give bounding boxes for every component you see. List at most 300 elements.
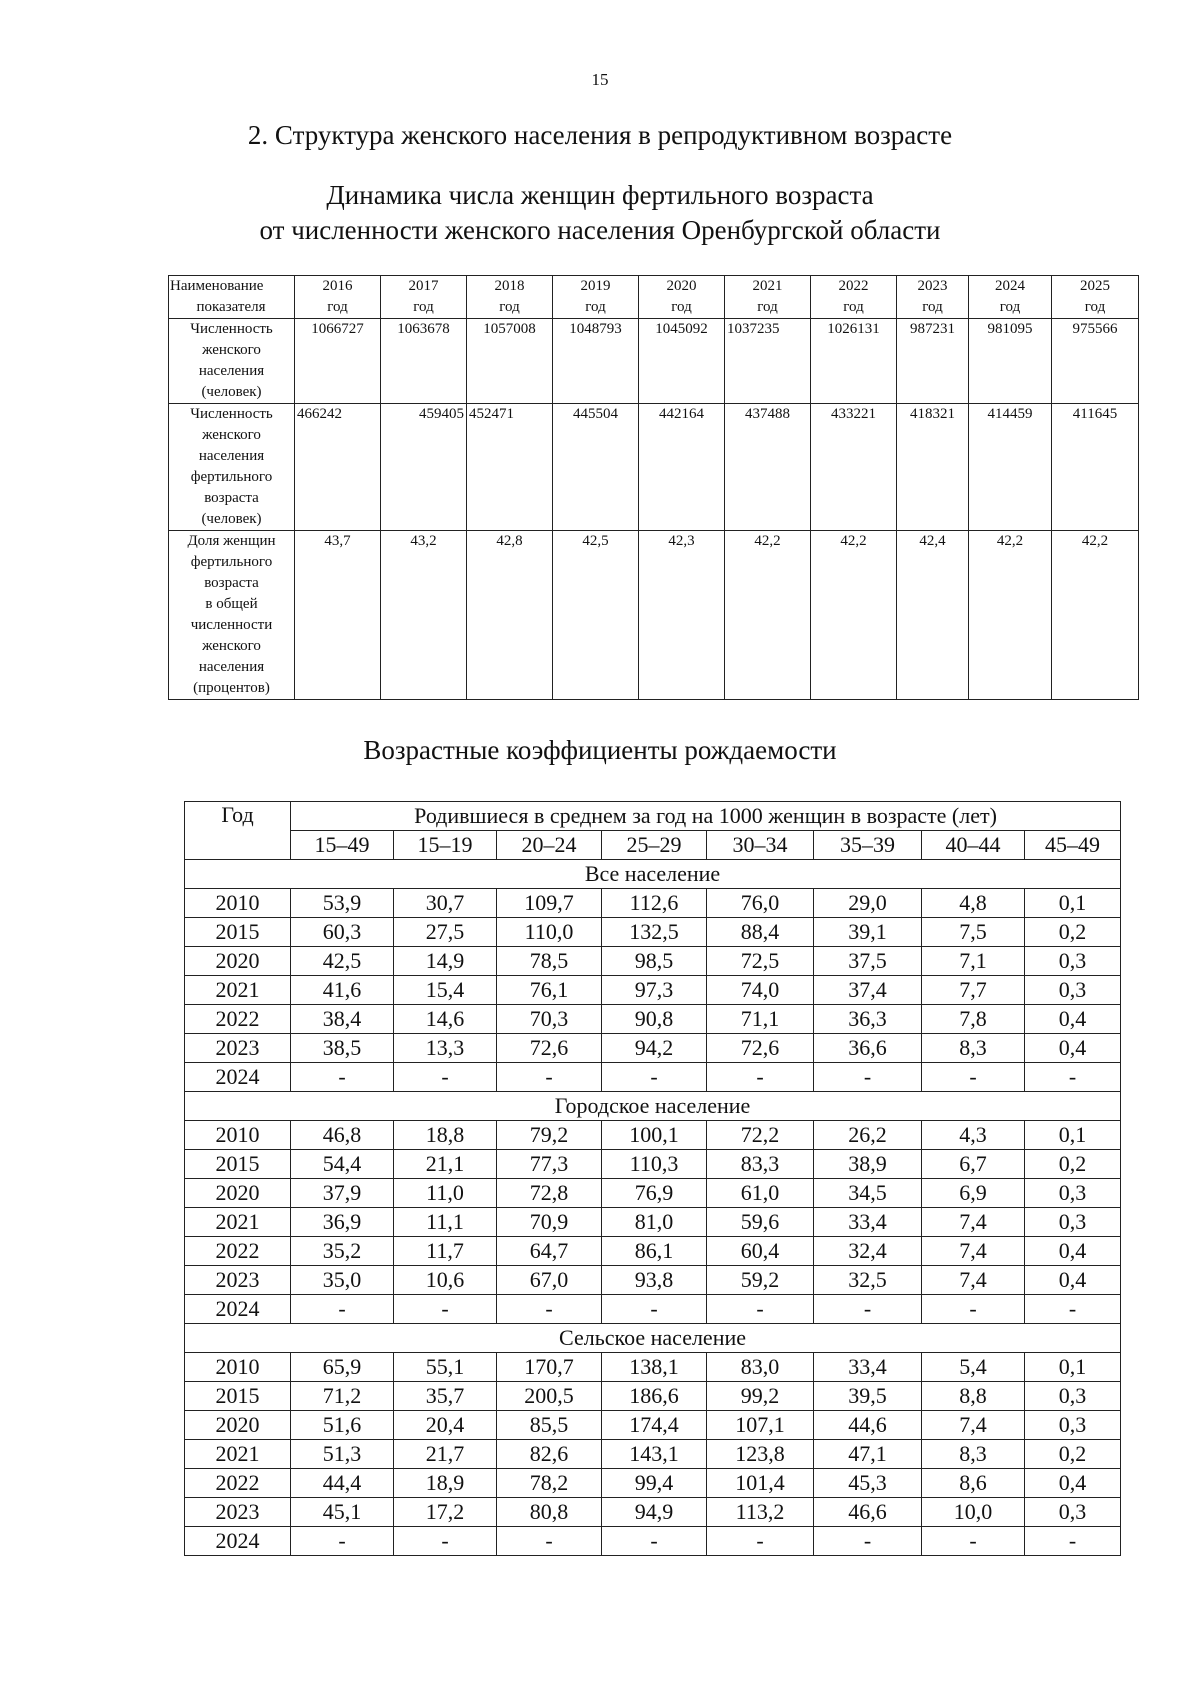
table2-row [185,1498,1121,1527]
table2-age-group: 15–19 [394,831,497,860]
table2-cell: 138,1 [602,1353,707,1382]
table2-cell: 65,9 [291,1353,394,1382]
table2-cell: 94,9 [602,1498,707,1527]
table1-year-header [1052,276,1139,319]
table2-year-cell: 2010 [185,1353,291,1382]
section-title: 2. Структура женского населения в репродуктивном возрасте [247,120,953,150]
table1-cell: 418321 [897,404,969,531]
table1-cell: 1026131 [811,319,897,404]
header-label-line: показателя [196,299,266,315]
table2-cell: 7,8 [922,1005,1025,1034]
table2-cell: 0,2 [1025,1440,1121,1469]
table1-year-header [553,276,639,319]
table2-cell: 11,7 [394,1237,497,1266]
row-label-line: женского [202,427,261,443]
table1-cell: 42,2 [811,531,897,700]
table2-cell: 7,4 [922,1411,1025,1440]
table2-cell: 97,3 [602,976,707,1005]
table2-cell: 33,4 [814,1353,922,1382]
table2-cell: 76,1 [497,976,602,1005]
table2-age-row [185,831,1121,860]
table2-cell: 32,5 [814,1266,922,1295]
table2-cell: 39,1 [814,918,922,947]
table2-cell: 11,0 [394,1179,497,1208]
table2-cell: 123,8 [707,1440,814,1469]
table1-year-header [639,276,725,319]
row-label-line: женского [202,638,261,654]
table2-age-group: 20–24 [497,831,602,860]
table2-cell: 85,5 [497,1411,602,1440]
table2-cell: - [394,1063,497,1092]
table2-year-cell: 2021 [185,1208,291,1237]
table1-cell: 975566 [1052,319,1139,404]
table2-cell: 0,1 [1025,1121,1121,1150]
year-unit: год [999,299,1021,315]
table2-year-cell: 2020 [185,1411,291,1440]
year-unit: год [757,299,778,315]
table1-year-header [381,276,467,319]
row-label-line: Численность [190,406,273,422]
table2-cell: 200,5 [497,1382,602,1411]
table2-cell: 6,7 [922,1150,1025,1179]
table2-cell: 54,4 [291,1150,394,1179]
table2-cell: - [814,1295,922,1324]
table2-cell: 186,6 [602,1382,707,1411]
table2-cell: - [922,1527,1025,1556]
row-label-line: (человек) [201,511,262,527]
table2-cell: 77,3 [497,1150,602,1179]
table2-cell: 67,0 [497,1266,602,1295]
table2-cell: - [1025,1527,1121,1556]
table2-cell: 0,3 [1025,1498,1121,1527]
table2-row [185,1208,1121,1237]
table2-cell: 0,1 [1025,889,1121,918]
table1-cell: 42,8 [467,531,553,700]
table2-cell: 81,0 [602,1208,707,1237]
table2-cell: 0,3 [1025,976,1121,1005]
table2-cell: 51,6 [291,1411,394,1440]
table2-year-cell: 2020 [185,947,291,976]
table2-cell: 88,4 [707,918,814,947]
table2-cell: 0,2 [1025,918,1121,947]
table2-cell: 72,6 [707,1034,814,1063]
table2-cell: 72,5 [707,947,814,976]
table2-cell: - [497,1295,602,1324]
row-label-line: в общей [205,596,258,612]
table1-year-header [295,276,381,319]
table2-section-name: Городское население [185,1092,1121,1121]
table2-section-name: Все население [185,860,1121,889]
table2-cell: 36,9 [291,1208,394,1237]
table2-cell: 61,0 [707,1179,814,1208]
table1-title-line2: от численности женского населения Оренбургской области [259,215,941,245]
year-unit: год [922,299,943,315]
table1-header-row [169,276,1139,319]
table2-cell: 18,9 [394,1469,497,1498]
female-population-table [168,275,1139,700]
table2-cell: 0,3 [1025,1179,1121,1208]
table2-cell: - [497,1063,602,1092]
row-label-line: (процентов) [193,680,270,696]
table2-cell: - [1025,1063,1121,1092]
table2-age-group: 25–29 [602,831,707,860]
year-label: 2019 [580,278,611,294]
table1-row [169,319,1139,404]
table2-cell: 37,4 [814,976,922,1005]
table2-cell: 14,9 [394,947,497,976]
table1-header-label [169,276,295,319]
table2-row [185,1266,1121,1295]
table2-cell: 46,6 [814,1498,922,1527]
table2-cell: 0,4 [1025,1034,1121,1063]
page-number: 15 [591,70,609,89]
year-unit: год [327,299,348,315]
table2-cell: 35,2 [291,1237,394,1266]
table2-cell: 37,9 [291,1179,394,1208]
table2-cell: 37,5 [814,947,922,976]
table2-cell: 8,3 [922,1034,1025,1063]
year-label: 2021 [752,278,783,294]
table2-row [185,1063,1121,1092]
row-label-line: населения [198,448,265,464]
table1-cell: 1045092 [639,319,725,404]
table2-cell: 34,5 [814,1179,922,1208]
table2-year-cell: 2010 [185,889,291,918]
table1-cell: 414459 [969,404,1052,531]
row-label-line: населения [198,363,265,379]
table2-cell: 0,4 [1025,1266,1121,1295]
table2-cell: - [291,1295,394,1324]
table2-cell: 7,1 [922,947,1025,976]
table2-cell: - [602,1527,707,1556]
table1-cell: 42,5 [553,531,639,700]
table1-cell: 42,4 [897,531,969,700]
table2-year-cell: 2023 [185,1498,291,1527]
table1-cell: 1048793 [553,319,639,404]
table2-cell: 7,5 [922,918,1025,947]
row-label-line: женского [202,342,261,358]
table1-cell: 42,2 [1052,531,1139,700]
table1-year-header [811,276,897,319]
table2-header-row [185,802,1121,831]
row-label-line: численности [190,617,273,633]
table2-cell: 100,1 [602,1121,707,1150]
table2-cell: 30,7 [394,889,497,918]
table2-cell: 7,4 [922,1208,1025,1237]
table2-cell: 26,2 [814,1121,922,1150]
table2-row [185,976,1121,1005]
year-label: 2023 [917,278,948,294]
row-label-line: Доля женщин [187,533,276,549]
year-label: 2016 [322,278,353,294]
table1-row [169,531,1139,700]
row-label-line: фертильного [190,554,273,570]
table2-row [185,947,1121,976]
table1-cell: 42,2 [725,531,811,700]
table2-row [185,1295,1121,1324]
table2-cell: 72,6 [497,1034,602,1063]
table2-age-group: 30–34 [707,831,814,860]
table2-cell: 38,5 [291,1034,394,1063]
table2-cell: 83,3 [707,1150,814,1179]
table2-cell: 110,3 [602,1150,707,1179]
table2-cell: 13,3 [394,1034,497,1063]
table2-cell: 6,9 [922,1179,1025,1208]
table2-cell: 109,7 [497,889,602,918]
year-unit: год [499,299,520,315]
table2-cell: 10,0 [922,1498,1025,1527]
table2-cell: 14,6 [394,1005,497,1034]
table2-cell: - [707,1527,814,1556]
table2-cell: 55,1 [394,1353,497,1382]
table2-cell: 70,3 [497,1005,602,1034]
table2-cell: - [707,1295,814,1324]
table2-cell: 99,2 [707,1382,814,1411]
table2-cell: 27,5 [394,918,497,947]
table1-cell: 459405 [381,404,467,531]
table2-row [185,1440,1121,1469]
table2-cell: 90,8 [602,1005,707,1034]
table2-cell: 0,3 [1025,1411,1121,1440]
row-label-line: возраста [204,490,259,506]
table2-cell: 38,4 [291,1005,394,1034]
table2-cell: 5,4 [922,1353,1025,1382]
table1-cell: 437488 [725,404,811,531]
table2-cell: 78,2 [497,1469,602,1498]
table2-cell: 44,6 [814,1411,922,1440]
table2-cell: 21,7 [394,1440,497,1469]
table2-cell: 33,4 [814,1208,922,1237]
table2-year-cell: 2010 [185,1121,291,1150]
table2-title: Возрастные коэффициенты рождаемости [363,735,837,765]
header-label-line: Наименование [170,278,264,294]
table1-cell: 1057008 [467,319,553,404]
table2-cell: 35,7 [394,1382,497,1411]
table2-cell: 59,2 [707,1266,814,1295]
table1-row-label [169,404,295,531]
table2-cell: 36,3 [814,1005,922,1034]
table1-year-header [969,276,1052,319]
table2-age-group: 45–49 [1025,831,1121,860]
table2-cell: 38,9 [814,1150,922,1179]
table1-row [169,404,1139,531]
row-label-line: фертильного [190,469,273,485]
table2-cell: - [814,1527,922,1556]
table2-cell: 143,1 [602,1440,707,1469]
table2-cell: 8,6 [922,1469,1025,1498]
table2-cell: 47,1 [814,1440,922,1469]
table1-row-label [169,319,295,404]
table1-cell: 981095 [969,319,1052,404]
table2-year-cell: 2021 [185,976,291,1005]
table2-year-header: Год [185,802,291,860]
table2-cell: 42,5 [291,947,394,976]
table2-cell: 98,5 [602,947,707,976]
table2-cell: - [814,1063,922,1092]
table2-cell: - [1025,1295,1121,1324]
table2-cell: 0,4 [1025,1469,1121,1498]
table2-age-group: 15–49 [291,831,394,860]
table2-row [185,918,1121,947]
table1-cell: 43,7 [295,531,381,700]
table1-title [0,178,1200,248]
table1-year-header [725,276,811,319]
table1-cell: 43,2 [381,531,467,700]
table2-cell: 0,4 [1025,1237,1121,1266]
table2-cell: 60,4 [707,1237,814,1266]
table2-cell: - [497,1527,602,1556]
table2-cell: 45,3 [814,1469,922,1498]
table2-cell: 44,4 [291,1469,394,1498]
table2-cell: 76,9 [602,1179,707,1208]
table2-cell: 174,4 [602,1411,707,1440]
table2-row [185,1527,1121,1556]
table2-row [185,1353,1121,1382]
table1-cell: 987231 [897,319,969,404]
table2-cell: 64,7 [497,1237,602,1266]
table2-cell: 8,3 [922,1440,1025,1469]
table2-cell: 4,8 [922,889,1025,918]
table2-year-cell: 2023 [185,1266,291,1295]
table1-cell: 42,2 [969,531,1052,700]
table2-cell: 51,3 [291,1440,394,1469]
table2-cell: 18,8 [394,1121,497,1150]
table2-row [185,1179,1121,1208]
table2-cell: - [394,1295,497,1324]
table2-section-row [185,860,1121,889]
table2-cell: 0,3 [1025,1208,1121,1237]
table2-cell: 76,0 [707,889,814,918]
table2-cell: 82,6 [497,1440,602,1469]
table2-cell: 0,3 [1025,947,1121,976]
table2-year-cell: 2022 [185,1005,291,1034]
table2-cell: 21,1 [394,1150,497,1179]
year-label: 2018 [494,278,525,294]
table1-row-label [169,531,295,700]
year-unit: год [843,299,864,315]
table2-cell: 93,8 [602,1266,707,1295]
table2-age-group: 40–44 [922,831,1025,860]
table2-year-cell: 2015 [185,918,291,947]
table2-cell: 79,2 [497,1121,602,1150]
year-unit: год [413,299,434,315]
table1-cell: 433221 [811,404,897,531]
table2-cell: 45,1 [291,1498,394,1527]
table2-row [185,1469,1121,1498]
table2-cell: 70,9 [497,1208,602,1237]
table2-age-group: 35–39 [814,831,922,860]
table2-cell: - [707,1063,814,1092]
table2-cell: 80,8 [497,1498,602,1527]
table2-row [185,1034,1121,1063]
table2-row [185,1237,1121,1266]
table2-cell: 83,0 [707,1353,814,1382]
table2-cell: 132,5 [602,918,707,947]
table2-cell: 39,5 [814,1382,922,1411]
table2-year-cell: 2022 [185,1237,291,1266]
table2-cell: 7,7 [922,976,1025,1005]
table2-cell: 53,9 [291,889,394,918]
table2-cell: 0,2 [1025,1150,1121,1179]
table2-cell: 86,1 [602,1237,707,1266]
table2-cell: 99,4 [602,1469,707,1498]
table2-year-cell: 2023 [185,1034,291,1063]
table2-cell: 112,6 [602,889,707,918]
table2-cell: 36,6 [814,1034,922,1063]
table2-year-cell: 2015 [185,1382,291,1411]
table2-cell: 71,2 [291,1382,394,1411]
table2-year-cell: 2024 [185,1295,291,1324]
table2-cell: - [922,1063,1025,1092]
table2-row [185,1411,1121,1440]
table2-cell: - [602,1295,707,1324]
table2-cell: - [602,1063,707,1092]
table2-year-cell: 2021 [185,1440,291,1469]
table2-cell: 7,4 [922,1266,1025,1295]
table2-row [185,1005,1121,1034]
year-label: 2020 [666,278,697,294]
row-label-line: (человек) [201,384,262,400]
table2-cell: 41,6 [291,976,394,1005]
table2-span-header: Родившиеся в среднем за год на 1000 женщин в возрасте (лет) [291,802,1121,831]
table2-cell: 0,4 [1025,1005,1121,1034]
table1-cell: 452471 [467,404,553,531]
table2-cell: 29,0 [814,889,922,918]
year-label: 2022 [838,278,869,294]
table2-cell: - [291,1063,394,1092]
table2-section-name: Сельское население [185,1324,1121,1353]
year-label: 2024 [995,278,1025,294]
table2-cell: - [394,1527,497,1556]
table2-cell: 32,4 [814,1237,922,1266]
table2-cell: 17,2 [394,1498,497,1527]
row-label-line: Численность [190,321,273,337]
year-label: 2017 [408,278,439,294]
table2-cell: - [291,1527,394,1556]
year-unit: год [671,299,692,315]
table2-cell: 11,1 [394,1208,497,1237]
table2-cell: 7,4 [922,1237,1025,1266]
table2-cell: 74,0 [707,976,814,1005]
table1-cell: 411645 [1052,404,1139,531]
table2-cell: 0,3 [1025,1382,1121,1411]
year-label: 2025 [1080,278,1110,294]
birth-rate-table [184,801,1121,1556]
table1-cell: 445504 [553,404,639,531]
table1-cell: 1063678 [381,319,467,404]
table1-title-line1: Динамика числа женщин фертильного возраста [326,180,874,210]
row-label-line: населения [198,659,265,675]
table2-cell: 110,0 [497,918,602,947]
table2-row [185,1121,1121,1150]
table2-section-row [185,1092,1121,1121]
table2-year-cell: 2024 [185,1063,291,1092]
table2-cell: 59,6 [707,1208,814,1237]
table2-row [185,1150,1121,1179]
table2-cell: 60,3 [291,918,394,947]
table2-year-cell: 2015 [185,1150,291,1179]
table2-cell: 35,0 [291,1266,394,1295]
table2-cell: 4,3 [922,1121,1025,1150]
table1-cell: 466242 [295,404,381,531]
table1-year-header [467,276,553,319]
table2-cell: 78,5 [497,947,602,976]
table2-cell: 101,4 [707,1469,814,1498]
year-unit: год [1084,299,1106,315]
table2-cell: 72,2 [707,1121,814,1150]
table2-cell: 10,6 [394,1266,497,1295]
table1-cell: 1066727 [295,319,381,404]
